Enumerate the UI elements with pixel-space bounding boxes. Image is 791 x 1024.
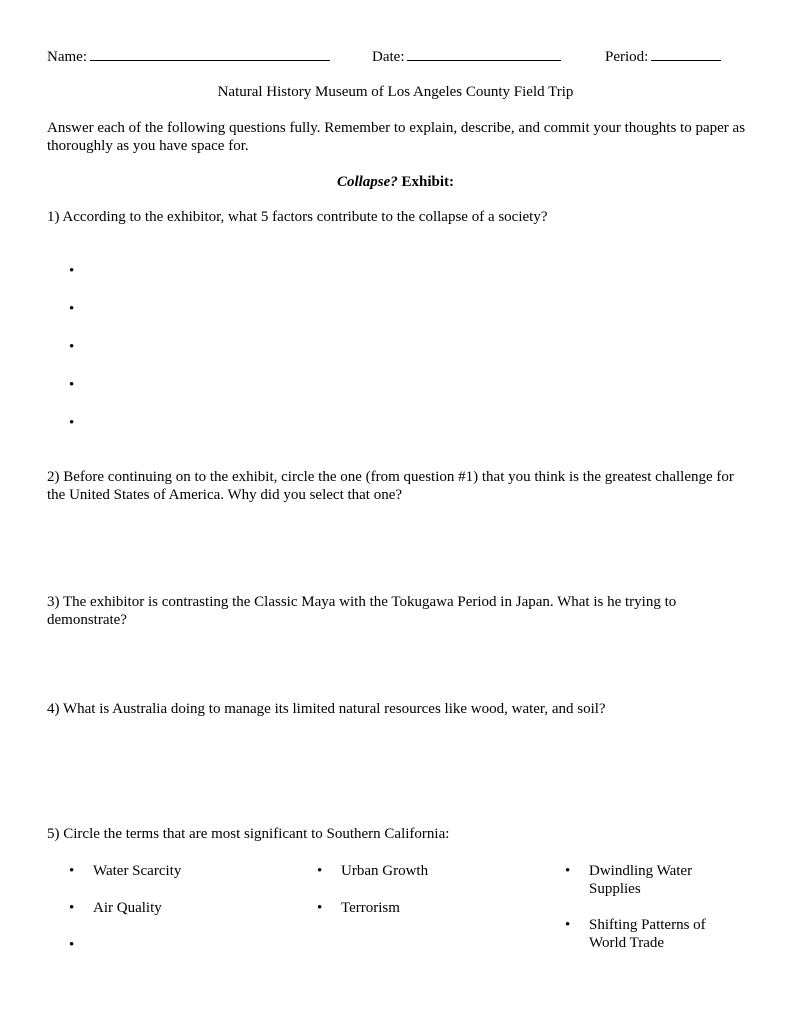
term-bullet: •	[317, 863, 323, 879]
answer-bullet-3: •	[69, 339, 75, 355]
section-heading	[0, 173, 791, 191]
term-air-quality[interactable]: Air Quality	[93, 900, 162, 916]
question-4: 4) What is Australia doing to manage its limited natural resources like wood, water, and soil?	[47, 701, 606, 717]
term-terrorism[interactable]: Terrorism	[341, 900, 400, 916]
question-5: 5) Circle the terms that are most significant to Southern California:	[47, 826, 450, 842]
page-title: Natural History Museum of Los Angeles County Field Trip	[217, 84, 574, 100]
instructions: Answer each of the following questions fully. Remember to explain, describe, and commit your thoughts to paper as thoroughly as you have space for.	[47, 120, 746, 154]
answer-bullet-4: •	[69, 377, 75, 393]
term-bullet: •	[69, 863, 75, 879]
term-shifting-patterns-of-world-trade[interactable]: Shifting Patterns of World Trade	[589, 917, 706, 951]
term-bullet: •	[565, 863, 571, 879]
question-3: 3) The exhibitor is contrasting the Classic Maya with the Tokugawa Period in Japan. What is he trying to demonstrate?	[47, 594, 677, 628]
term-bullet: •	[317, 900, 323, 916]
section-title-italic: Collapse?	[336, 174, 398, 190]
answer-bullet-5: •	[69, 415, 75, 431]
term-bullet-empty: •	[69, 937, 75, 953]
period-blank[interactable]	[651, 46, 721, 61]
date-label: Date:	[372, 49, 405, 65]
date-blank[interactable]	[407, 46, 561, 61]
date-field[interactable]	[372, 46, 561, 66]
term-dwindling-water-supplies[interactable]: Dwindling Water Supplies	[589, 863, 693, 897]
period-label: Period:	[605, 49, 649, 65]
term-bullet: •	[69, 900, 75, 916]
period-field[interactable]	[605, 46, 721, 66]
name-label: Name:	[47, 49, 87, 65]
question-2: 2) Before continuing on to the exhibit, circle the one (from question #1) that you think is the greatest challenge for the United States of America. Why did you select that one?	[47, 469, 734, 503]
term-urban-growth[interactable]: Urban Growth	[341, 863, 429, 879]
answer-bullet-2: •	[69, 301, 75, 317]
term-water-scarcity[interactable]: Water Scarcity	[93, 863, 182, 879]
section-title-rest: Exhibit:	[397, 174, 455, 190]
answer-bullet-1: •	[69, 263, 75, 279]
name-blank[interactable]	[90, 46, 330, 61]
term-bullet: •	[565, 917, 571, 933]
question-1: 1) According to the exhibitor, what 5 factors contribute to the collapse of a society?	[47, 209, 548, 225]
name-field[interactable]	[47, 46, 330, 66]
